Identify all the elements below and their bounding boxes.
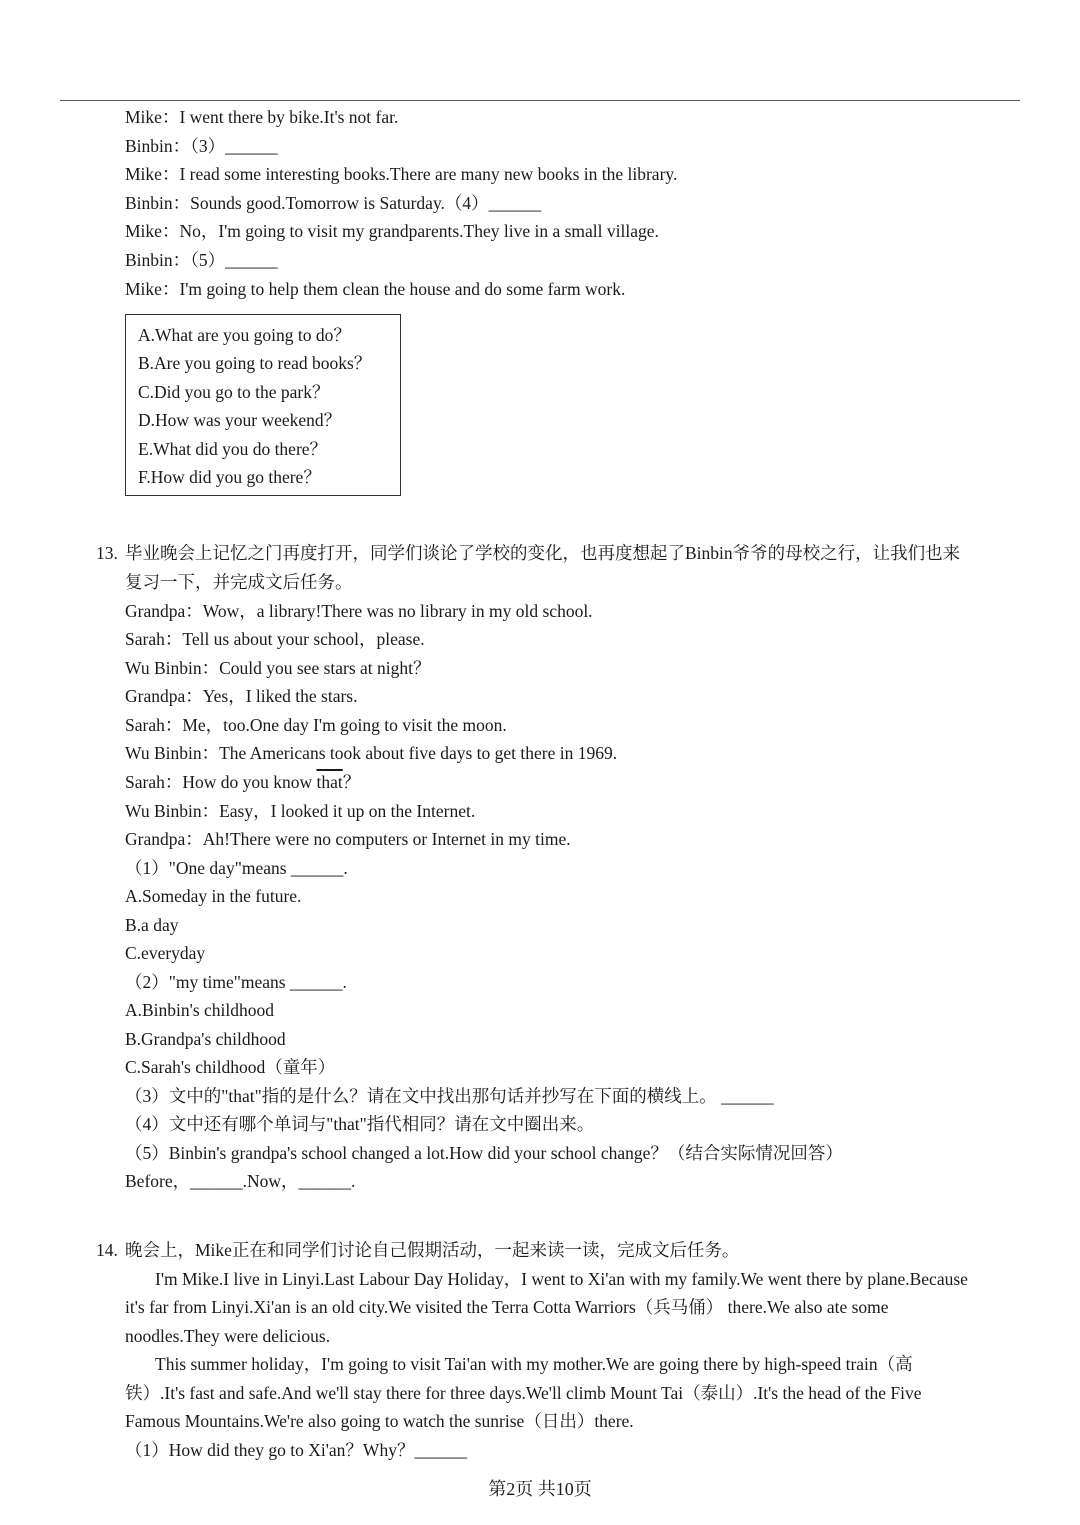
passage-line: This summer holiday，I'm going to visit Tai'an with my mother.We are going there by high-speed train（高 bbox=[155, 1354, 913, 1374]
dialog-line: Grandpa：Wow，a library!There was no library in my old school. bbox=[125, 601, 593, 621]
task-line: （3）文中的"that"指的是什么？请在文中找出那句话并抄写在下面的横线上。 ______ bbox=[125, 1086, 774, 1106]
dialog-line: Mike：I went there by bike.It's not far. bbox=[125, 107, 399, 127]
dialog-line: Wu Binbin：Could you see stars at night？ bbox=[125, 658, 431, 678]
dialog-line: Sarah：Me，too.One day I'm going to visit the moon. bbox=[125, 715, 507, 735]
question-intro: 毕业晚会上记忆之门再度打开，同学们谈论了学校的变化，也再度想起了Binbin爷爷的母校之行，让我们也来 bbox=[125, 543, 961, 563]
option-f: F.How did you go there？ bbox=[138, 467, 321, 487]
dialog-line: Wu Binbin：The Americans took about five days to get there in 1969. bbox=[125, 743, 618, 763]
question-intro: 复习一下，并完成文后任务。 bbox=[125, 572, 353, 592]
dialog-line: Wu Binbin：Easy，I looked it up on the Internet. bbox=[125, 801, 476, 821]
task-option: B.a day bbox=[125, 915, 179, 935]
task-option: B.Grandpa's childhood bbox=[125, 1029, 286, 1049]
task-line: （1）"One day"means ______. bbox=[125, 858, 348, 878]
dialog-line: Binbin：（5）______ bbox=[125, 250, 278, 270]
passage-line: I'm Mike.I live in Linyi.Last Labour Day Holiday，I went to Xi'an with my family.We went there by plane.Because bbox=[155, 1269, 968, 1289]
dialog-line: Mike：I read some interesting books.There are many new books in the library. bbox=[125, 164, 678, 184]
task-option: C.everyday bbox=[125, 943, 206, 963]
task-line: Before，______.Now，______. bbox=[125, 1171, 356, 1191]
dialog-line: Grandpa：Yes，I liked the stars. bbox=[125, 686, 358, 706]
dialog-line: Binbin：（3）______ bbox=[125, 136, 278, 156]
dialog-line: Mike：I'm going to help them clean the house and do some farm work. bbox=[125, 279, 626, 299]
dialog-line: Sarah：Tell us about your school，please. bbox=[125, 629, 425, 649]
option-d: D.How was your weekend？ bbox=[138, 410, 342, 430]
task-option: A.Someday in the future. bbox=[125, 886, 302, 906]
task-line: （1）How did they go to Xi'an？Why？______ bbox=[125, 1440, 467, 1460]
options-box bbox=[125, 314, 401, 496]
task-option: C.Sarah's childhood（童年） bbox=[125, 1057, 336, 1077]
task-line: （4）文中还有哪个单词与"that"指代相同？请在文中圈出来。 bbox=[125, 1114, 595, 1134]
question-intro: 晚会上，Mike正在和同学们讨论自己假期活动，一起来读一读，完成文后任务。 bbox=[125, 1240, 740, 1260]
option-b: B.Are you going to read books？ bbox=[138, 353, 372, 373]
option-c: C.Did you go to the park？ bbox=[138, 382, 330, 402]
option-e: E.What did you do there？ bbox=[138, 439, 328, 459]
task-option: A.Binbin's childhood bbox=[125, 1000, 274, 1020]
passage-line: Famous Mountains.We're also going to watch the sunrise（日出）there. bbox=[125, 1411, 634, 1431]
header-rule bbox=[60, 100, 1020, 101]
passage-line: noodles.They were delicious. bbox=[125, 1326, 331, 1346]
page-number-footer: 第2页 共10页 bbox=[488, 1479, 592, 1499]
passage-line: it's far from Linyi.Xi'an is an old city.We visited the Terra Cotta Warriors（兵马俑） there.We also ate some bbox=[125, 1297, 889, 1317]
passage-line: 铁）.It's fast and safe.And we'll stay there for three days.We'll climb Mount Tai（泰山）.It's the head of the Five bbox=[125, 1383, 922, 1403]
dialog-line: Mike：No，I'm going to visit my grandparents.They live in a small village. bbox=[125, 221, 659, 241]
underlined-word: that bbox=[316, 772, 343, 792]
dialog-line bbox=[125, 770, 360, 794]
option-a: A.What are you going to do？ bbox=[138, 325, 351, 345]
task-line: （2）"my time"means ______. bbox=[125, 972, 347, 992]
dialog-text: Sarah：How do you know bbox=[125, 772, 317, 792]
dialog-line: Grandpa：Ah!There were no computers or Internet in my time. bbox=[125, 829, 571, 849]
question-number: 14. bbox=[96, 1240, 118, 1260]
question-number: 13. bbox=[96, 543, 118, 563]
task-line: （5）Binbin's grandpa's school changed a lot.How did your school change？（结合实际情况回答） bbox=[125, 1143, 843, 1163]
dialog-text: ？ bbox=[342, 772, 361, 792]
dialog-line: Binbin：Sounds good.Tomorrow is Saturday.（4）______ bbox=[125, 193, 542, 213]
